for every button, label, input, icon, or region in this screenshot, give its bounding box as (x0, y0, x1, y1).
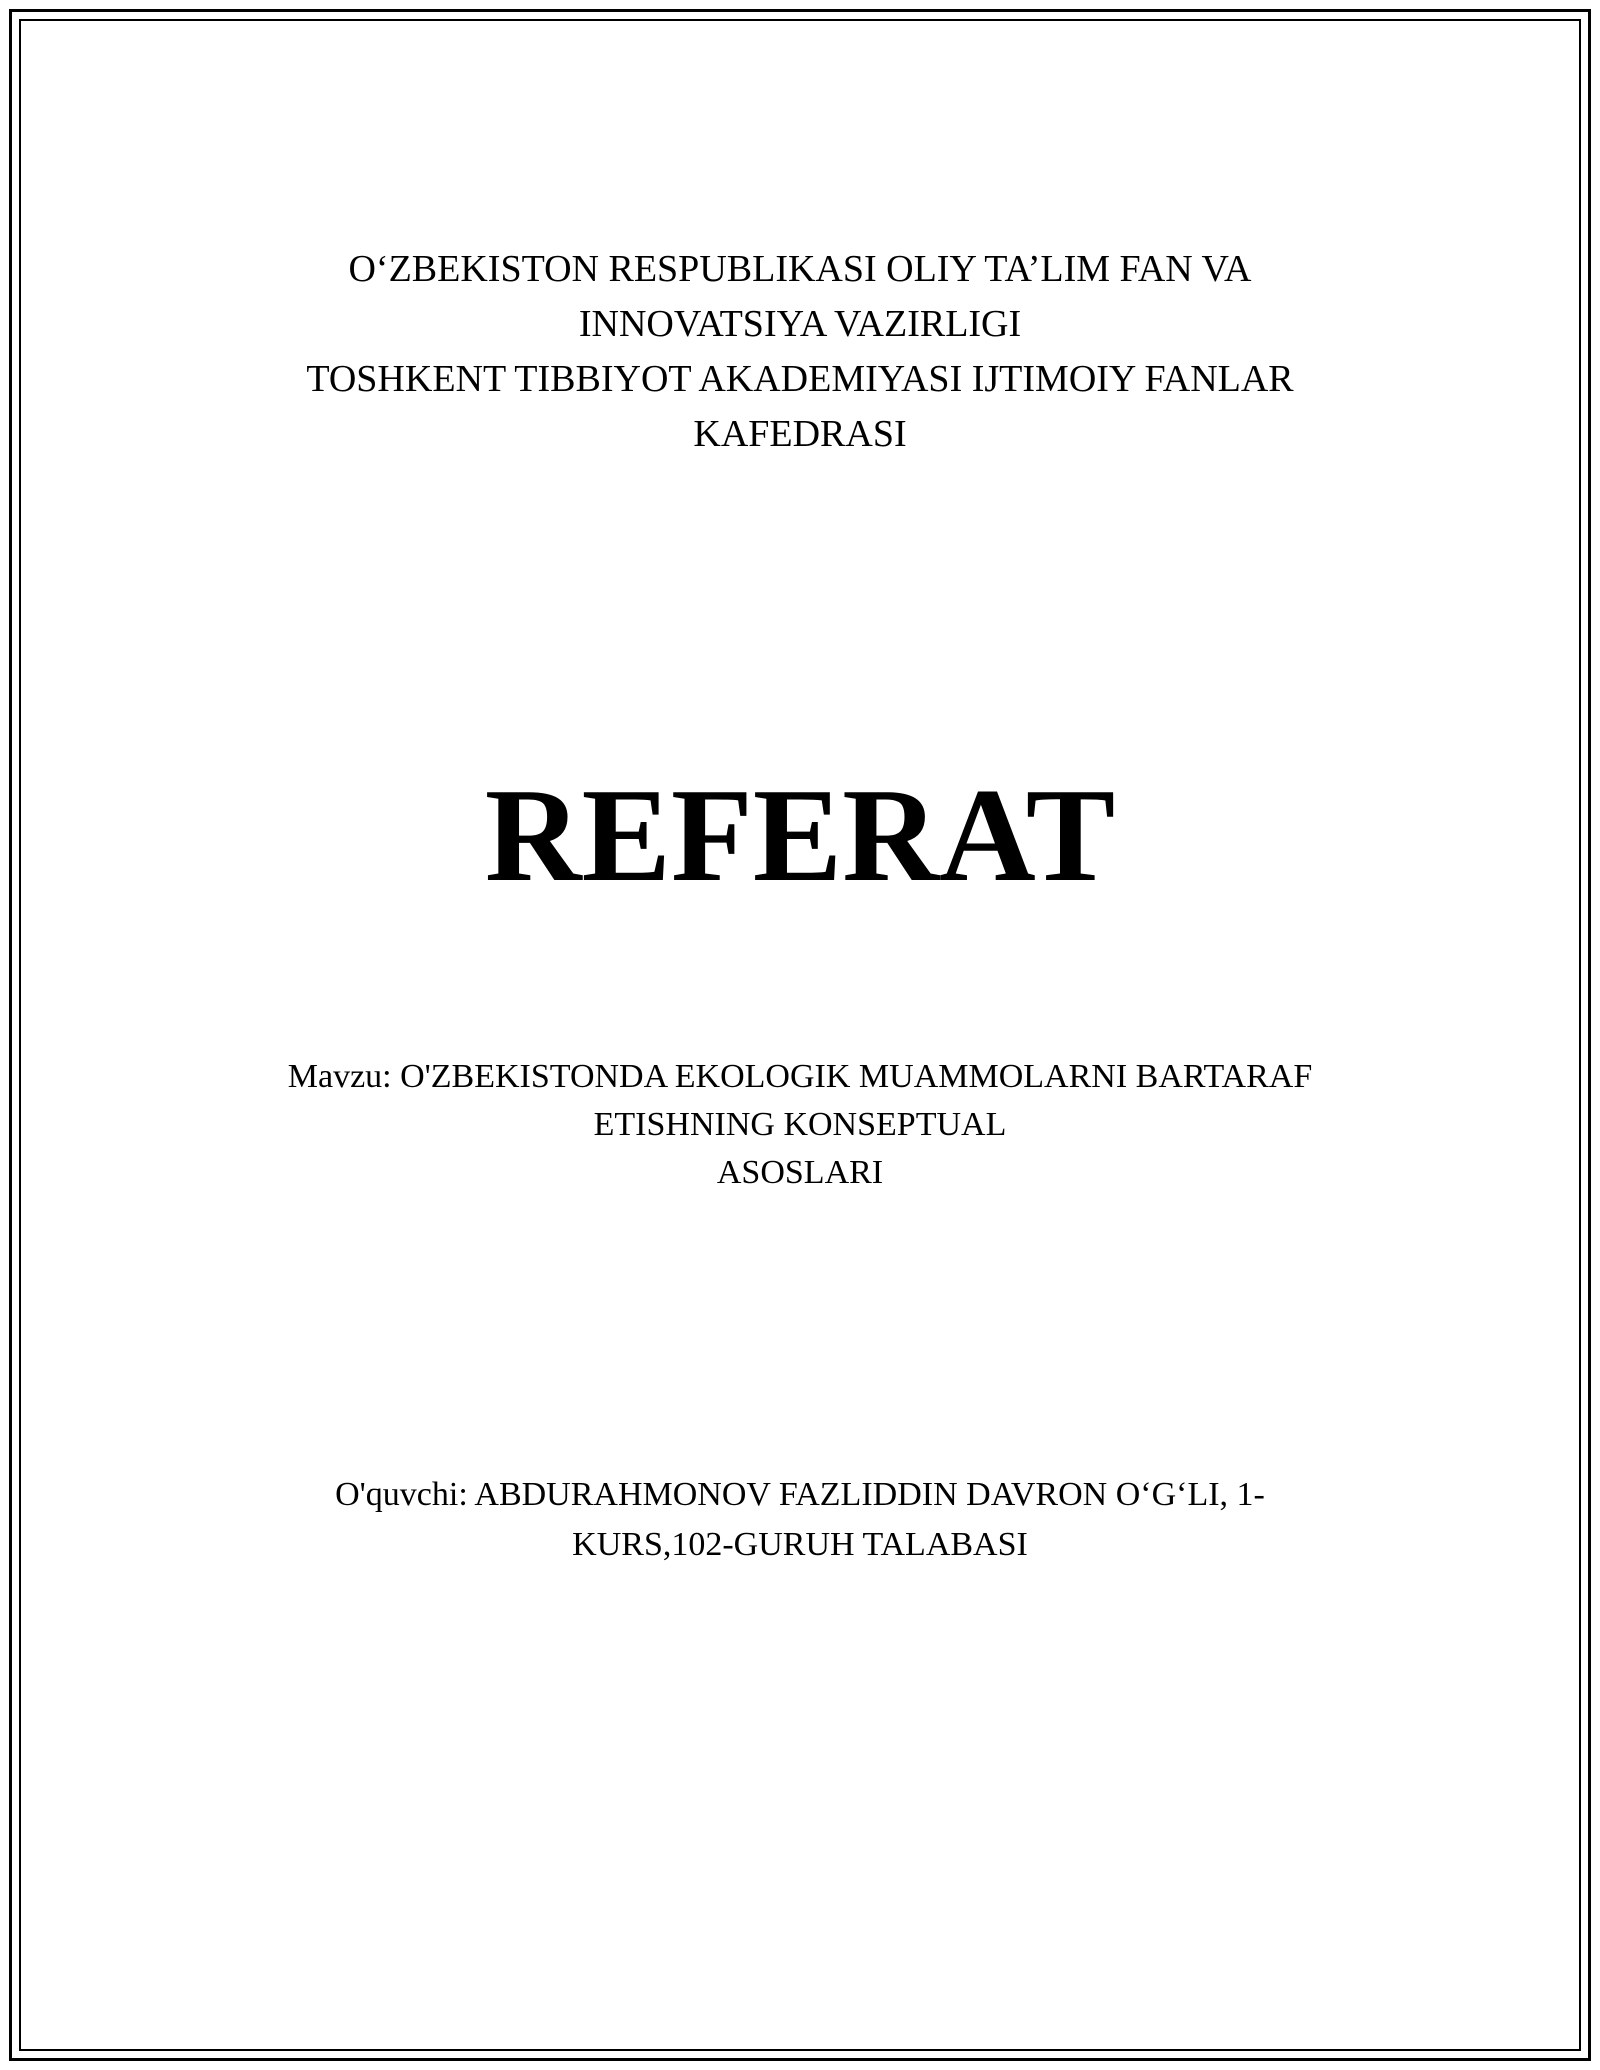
student-line: KURS,102-GURUH TALABASI (572, 1526, 1028, 1563)
header-line: O‘ZBEKISTON RESPUBLIKASI OLIY TA’LIM FAN VA (348, 248, 1252, 290)
header-line: KAFEDRASI (693, 413, 907, 455)
topic-line: ASOSLARI (716, 1154, 884, 1191)
institution-header (0, 242, 1600, 462)
student-block (0, 1470, 1600, 1570)
document-title: REFERAT (484, 761, 1116, 909)
header-line: TOSHKENT TIBBIYOT AKADEMIYASI IJTIMOIY FANLAR (306, 358, 1294, 400)
topic-block (0, 1053, 1600, 1197)
student-line: O'quvchi: ABDURAHMONOV FAZLIDDIN DAVRON O‘G‘LI, 1- (335, 1476, 1265, 1513)
topic-line: Mavzu: O'ZBEKISTONDA EKOLOGIK MUAMMOLARNI BARTARAF (287, 1058, 1313, 1095)
topic-line: ETISHNING KONSEPTUAL (593, 1106, 1007, 1143)
header-line: INNOVATSIYA VAZIRLIGI (578, 303, 1022, 345)
